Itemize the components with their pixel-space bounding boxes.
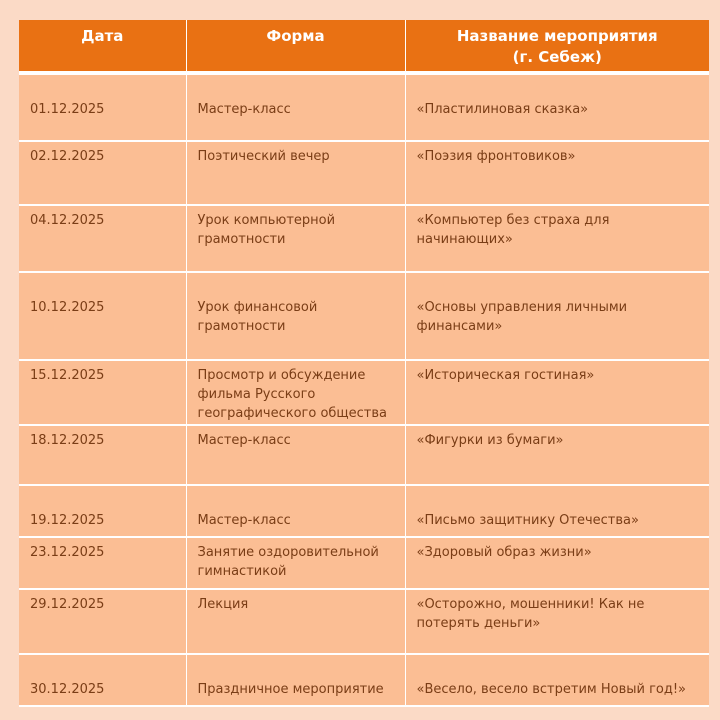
cell-form: Урок компьютерной грамотности xyxy=(186,205,405,272)
cell-title: «Пластилиновая сказка» xyxy=(405,73,709,141)
cell-title: «Основы управления личными финансами» xyxy=(405,272,709,360)
cell-date: 19.12.2025 xyxy=(19,485,186,537)
cell-form: Занятие оздоровительной гимнастикой xyxy=(186,537,405,589)
cell-form: Мастер-класс xyxy=(186,425,405,485)
cell-title: «Поэзия фронтовиков» xyxy=(405,141,709,205)
cell-form: Мастер-класс xyxy=(186,485,405,537)
table-row xyxy=(19,272,709,360)
cell-date: 10.12.2025 xyxy=(19,272,186,360)
table-row xyxy=(19,654,709,706)
table-row xyxy=(19,537,709,589)
table-header xyxy=(19,20,709,73)
cell-title: «Осторожно, мошенники! Как не потерять деньги» xyxy=(405,589,709,654)
header-row xyxy=(19,20,709,73)
cell-date: 29.12.2025 xyxy=(19,589,186,654)
cell-title: «Весело, весело встретим Новый год!» xyxy=(405,654,709,706)
table-row xyxy=(19,205,709,272)
cell-form: Просмотр и обсуждение фильма Русского географического общества xyxy=(186,360,405,425)
cell-form: Поэтический вечер xyxy=(186,141,405,205)
table-row xyxy=(19,425,709,485)
table-row xyxy=(19,589,709,654)
header-date: Дата xyxy=(19,20,186,73)
cell-date: 15.12.2025 xyxy=(19,360,186,425)
cell-form: Праздничное мероприятие xyxy=(186,654,405,706)
header-title-line2: (г. Себеж) xyxy=(512,48,602,66)
cell-title: «Фигурки из бумаги» xyxy=(405,425,709,485)
table-row xyxy=(19,360,709,425)
events-table-container xyxy=(19,20,709,707)
cell-date: 30.12.2025 xyxy=(19,654,186,706)
cell-title: «Здоровый образ жизни» xyxy=(405,537,709,589)
cell-title: «Историческая гостиная» xyxy=(405,360,709,425)
cell-date: 18.12.2025 xyxy=(19,425,186,485)
header-title xyxy=(405,20,709,73)
cell-date: 04.12.2025 xyxy=(19,205,186,272)
cell-date: 01.12.2025 xyxy=(19,73,186,141)
table-row xyxy=(19,141,709,205)
table-row xyxy=(19,73,709,141)
cell-title: «Компьютер без страха для начинающих» xyxy=(405,205,709,272)
cell-title: «Письмо защитнику Отечества» xyxy=(405,485,709,537)
cell-form: Мастер-класс xyxy=(186,73,405,141)
header-form: Форма xyxy=(186,20,405,73)
header-title-line1: Название мероприятия xyxy=(456,27,658,45)
table-body xyxy=(19,73,709,706)
cell-form: Лекция xyxy=(186,589,405,654)
table-row xyxy=(19,485,709,537)
cell-date: 23.12.2025 xyxy=(19,537,186,589)
events-table xyxy=(19,20,709,707)
cell-form: Урок финансовой грамотности xyxy=(186,272,405,360)
cell-date: 02.12.2025 xyxy=(19,141,186,205)
